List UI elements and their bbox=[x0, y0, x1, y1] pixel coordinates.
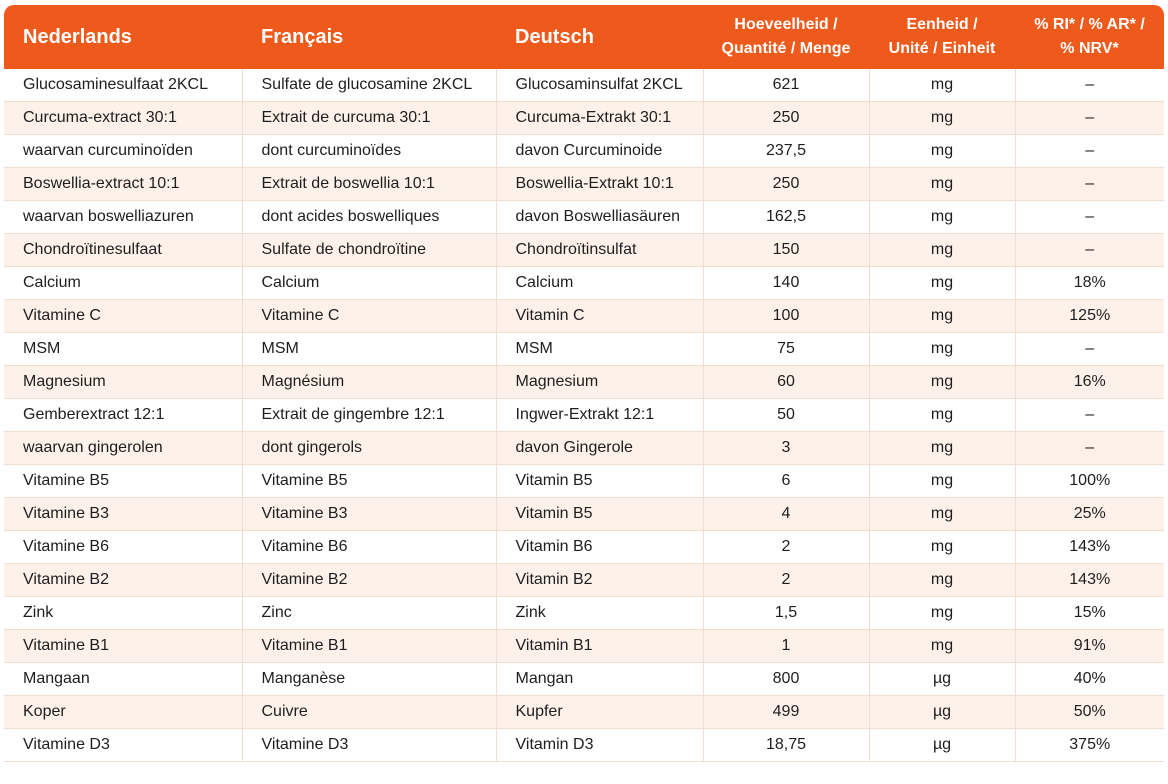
cell-german: Vitamin D3 bbox=[496, 729, 703, 762]
cell-reference-intake: 18% bbox=[1015, 267, 1164, 300]
cell-dutch: Vitamine B2 bbox=[4, 564, 242, 597]
cell-french: Magnésium bbox=[242, 366, 496, 399]
header-ri-line2: % NRV* bbox=[1060, 40, 1119, 57]
table-row bbox=[4, 630, 1164, 663]
cell-german: Vitamin B1 bbox=[496, 630, 703, 663]
cell-reference-intake: 40% bbox=[1015, 663, 1164, 696]
cell-dutch: Magnesium bbox=[4, 366, 242, 399]
table-row bbox=[4, 300, 1164, 333]
cell-quantity: 50 bbox=[703, 399, 869, 432]
cell-reference-intake: – bbox=[1015, 333, 1164, 366]
cell-reference-intake: – bbox=[1015, 135, 1164, 168]
cell-quantity: 18,75 bbox=[703, 729, 869, 762]
cell-german: Kupfer bbox=[496, 696, 703, 729]
cell-unit: mg bbox=[869, 465, 1015, 498]
cell-reference-intake: 125% bbox=[1015, 300, 1164, 333]
cell-reference-intake: – bbox=[1015, 399, 1164, 432]
cell-german: Boswellia-Extrakt 10:1 bbox=[496, 168, 703, 201]
cell-reference-intake: 100% bbox=[1015, 465, 1164, 498]
cell-unit: mg bbox=[869, 333, 1015, 366]
cell-dutch: Mangaan bbox=[4, 663, 242, 696]
table-row bbox=[4, 333, 1164, 366]
cell-unit: mg bbox=[869, 300, 1015, 333]
cell-reference-intake: 143% bbox=[1015, 564, 1164, 597]
cell-reference-intake: – bbox=[1015, 69, 1164, 102]
cell-quantity: 237,5 bbox=[703, 135, 869, 168]
cell-quantity: 621 bbox=[703, 69, 869, 102]
cell-unit: mg bbox=[869, 597, 1015, 630]
table-row bbox=[4, 498, 1164, 531]
cell-unit: mg bbox=[869, 267, 1015, 300]
header-german: Deutsch bbox=[496, 5, 703, 69]
cell-dutch: waarvan gingerolen bbox=[4, 432, 242, 465]
header-quantity bbox=[703, 5, 869, 69]
cell-german: Vitamin C bbox=[496, 300, 703, 333]
cell-unit: µg bbox=[869, 663, 1015, 696]
cell-french: Vitamine B6 bbox=[242, 531, 496, 564]
cell-german: Chondroïtinsulfat bbox=[496, 234, 703, 267]
cell-dutch: waarvan curcuminoïden bbox=[4, 135, 242, 168]
cell-reference-intake: – bbox=[1015, 168, 1164, 201]
cell-german: Magnesium bbox=[496, 366, 703, 399]
nutrition-table bbox=[4, 5, 1164, 762]
header-dutch: Nederlands bbox=[4, 5, 242, 69]
cell-unit: mg bbox=[869, 630, 1015, 663]
cell-dutch: Vitamine B6 bbox=[4, 531, 242, 564]
cell-quantity: 60 bbox=[703, 366, 869, 399]
nutrition-table-container bbox=[4, 5, 1164, 762]
cell-german: Ingwer-Extrakt 12:1 bbox=[496, 399, 703, 432]
table-row bbox=[4, 234, 1164, 267]
cell-french: Vitamine D3 bbox=[242, 729, 496, 762]
cell-dutch: Curcuma-extract 30:1 bbox=[4, 102, 242, 135]
cell-reference-intake: – bbox=[1015, 201, 1164, 234]
table-row bbox=[4, 399, 1164, 432]
cell-french: Vitamine B2 bbox=[242, 564, 496, 597]
header-reference-intake bbox=[1015, 5, 1164, 69]
cell-unit: mg bbox=[869, 201, 1015, 234]
cell-unit: mg bbox=[869, 399, 1015, 432]
cell-german: davon Gingerole bbox=[496, 432, 703, 465]
cell-french: Vitamine B1 bbox=[242, 630, 496, 663]
cell-dutch: MSM bbox=[4, 333, 242, 366]
cell-french: MSM bbox=[242, 333, 496, 366]
cell-unit: mg bbox=[869, 432, 1015, 465]
cell-reference-intake: 16% bbox=[1015, 366, 1164, 399]
cell-unit: mg bbox=[869, 498, 1015, 531]
cell-unit: mg bbox=[869, 102, 1015, 135]
cell-quantity: 2 bbox=[703, 564, 869, 597]
cell-quantity: 1,5 bbox=[703, 597, 869, 630]
cell-dutch: Koper bbox=[4, 696, 242, 729]
cell-dutch: Gemberextract 12:1 bbox=[4, 399, 242, 432]
cell-german: Glucosaminsulfat 2KCL bbox=[496, 69, 703, 102]
cell-reference-intake: – bbox=[1015, 102, 1164, 135]
table-row bbox=[4, 201, 1164, 234]
cell-dutch: Calcium bbox=[4, 267, 242, 300]
cell-reference-intake: 375% bbox=[1015, 729, 1164, 762]
header-french: Français bbox=[242, 5, 496, 69]
header-quantity-line1: Hoeveelheid / bbox=[734, 16, 838, 33]
header-unit bbox=[869, 5, 1015, 69]
cell-german: Mangan bbox=[496, 663, 703, 696]
cell-french: dont acides boswelliques bbox=[242, 201, 496, 234]
cell-quantity: 6 bbox=[703, 465, 869, 498]
cell-french: Extrait de boswellia 10:1 bbox=[242, 168, 496, 201]
cell-french: Extrait de gingembre 12:1 bbox=[242, 399, 496, 432]
cell-quantity: 2 bbox=[703, 531, 869, 564]
cell-unit: mg bbox=[869, 531, 1015, 564]
cell-german: Calcium bbox=[496, 267, 703, 300]
table-row bbox=[4, 729, 1164, 762]
table-row bbox=[4, 69, 1164, 102]
cell-quantity: 100 bbox=[703, 300, 869, 333]
cell-dutch: Vitamine C bbox=[4, 300, 242, 333]
cell-german: Curcuma-Extrakt 30:1 bbox=[496, 102, 703, 135]
cell-french: Calcium bbox=[242, 267, 496, 300]
cell-quantity: 800 bbox=[703, 663, 869, 696]
cell-french: Cuivre bbox=[242, 696, 496, 729]
cell-dutch: Vitamine B1 bbox=[4, 630, 242, 663]
header-unit-line1: Eenheid / bbox=[906, 16, 978, 33]
cell-quantity: 4 bbox=[703, 498, 869, 531]
cell-french: Zinc bbox=[242, 597, 496, 630]
header-row bbox=[4, 5, 1164, 69]
cell-unit: mg bbox=[869, 168, 1015, 201]
header-quantity-line2: Quantité / Menge bbox=[721, 40, 851, 57]
cell-french: Vitamine B3 bbox=[242, 498, 496, 531]
cell-quantity: 3 bbox=[703, 432, 869, 465]
table-row bbox=[4, 696, 1164, 729]
cell-quantity: 250 bbox=[703, 102, 869, 135]
cell-quantity: 1 bbox=[703, 630, 869, 663]
cell-reference-intake: 15% bbox=[1015, 597, 1164, 630]
cell-reference-intake: – bbox=[1015, 432, 1164, 465]
cell-quantity: 250 bbox=[703, 168, 869, 201]
cell-unit: mg bbox=[869, 69, 1015, 102]
cell-german: davon Boswelliasäuren bbox=[496, 201, 703, 234]
table-row bbox=[4, 102, 1164, 135]
table-row bbox=[4, 597, 1164, 630]
cell-reference-intake: – bbox=[1015, 234, 1164, 267]
cell-unit: mg bbox=[869, 564, 1015, 597]
cell-french: Sulfate de glucosamine 2KCL bbox=[242, 69, 496, 102]
table-row bbox=[4, 564, 1164, 597]
cell-dutch: Glucosaminesulfaat 2KCL bbox=[4, 69, 242, 102]
cell-dutch: Vitamine D3 bbox=[4, 729, 242, 762]
cell-french: Vitamine B5 bbox=[242, 465, 496, 498]
cell-german: Zink bbox=[496, 597, 703, 630]
cell-german: davon Curcuminoide bbox=[496, 135, 703, 168]
table-row bbox=[4, 663, 1164, 696]
table-row bbox=[4, 267, 1164, 300]
table-row bbox=[4, 531, 1164, 564]
cell-french: Sulfate de chondroïtine bbox=[242, 234, 496, 267]
table-row bbox=[4, 432, 1164, 465]
cell-unit: mg bbox=[869, 366, 1015, 399]
cell-french: Extrait de curcuma 30:1 bbox=[242, 102, 496, 135]
cell-dutch: waarvan boswelliazuren bbox=[4, 201, 242, 234]
cell-reference-intake: 143% bbox=[1015, 531, 1164, 564]
table-row bbox=[4, 366, 1164, 399]
cell-german: Vitamin B5 bbox=[496, 498, 703, 531]
cell-dutch: Vitamine B3 bbox=[4, 498, 242, 531]
cell-french: Vitamine C bbox=[242, 300, 496, 333]
cell-dutch: Zink bbox=[4, 597, 242, 630]
cell-french: dont gingerols bbox=[242, 432, 496, 465]
header-unit-line2: Unité / Einheit bbox=[888, 40, 996, 57]
cell-reference-intake: 25% bbox=[1015, 498, 1164, 531]
cell-quantity: 140 bbox=[703, 267, 869, 300]
cell-german: Vitamin B6 bbox=[496, 531, 703, 564]
table-body bbox=[4, 69, 1164, 762]
cell-unit: mg bbox=[869, 135, 1015, 168]
table-row bbox=[4, 465, 1164, 498]
cell-german: Vitamin B2 bbox=[496, 564, 703, 597]
cell-quantity: 150 bbox=[703, 234, 869, 267]
cell-quantity: 499 bbox=[703, 696, 869, 729]
header-ri-line1: % RI* / % AR* / bbox=[1034, 16, 1145, 33]
cell-german: MSM bbox=[496, 333, 703, 366]
table-row bbox=[4, 135, 1164, 168]
cell-dutch: Vitamine B5 bbox=[4, 465, 242, 498]
cell-dutch: Chondroïtinesulfaat bbox=[4, 234, 242, 267]
table-row bbox=[4, 168, 1164, 201]
cell-reference-intake: 91% bbox=[1015, 630, 1164, 663]
cell-quantity: 162,5 bbox=[703, 201, 869, 234]
cell-german: Vitamin B5 bbox=[496, 465, 703, 498]
cell-unit: µg bbox=[869, 729, 1015, 762]
cell-french: Manganèse bbox=[242, 663, 496, 696]
table-header bbox=[4, 5, 1164, 69]
cell-french: dont curcuminoïdes bbox=[242, 135, 496, 168]
cell-quantity: 75 bbox=[703, 333, 869, 366]
cell-unit: µg bbox=[869, 696, 1015, 729]
cell-dutch: Boswellia-extract 10:1 bbox=[4, 168, 242, 201]
cell-reference-intake: 50% bbox=[1015, 696, 1164, 729]
cell-unit: mg bbox=[869, 234, 1015, 267]
